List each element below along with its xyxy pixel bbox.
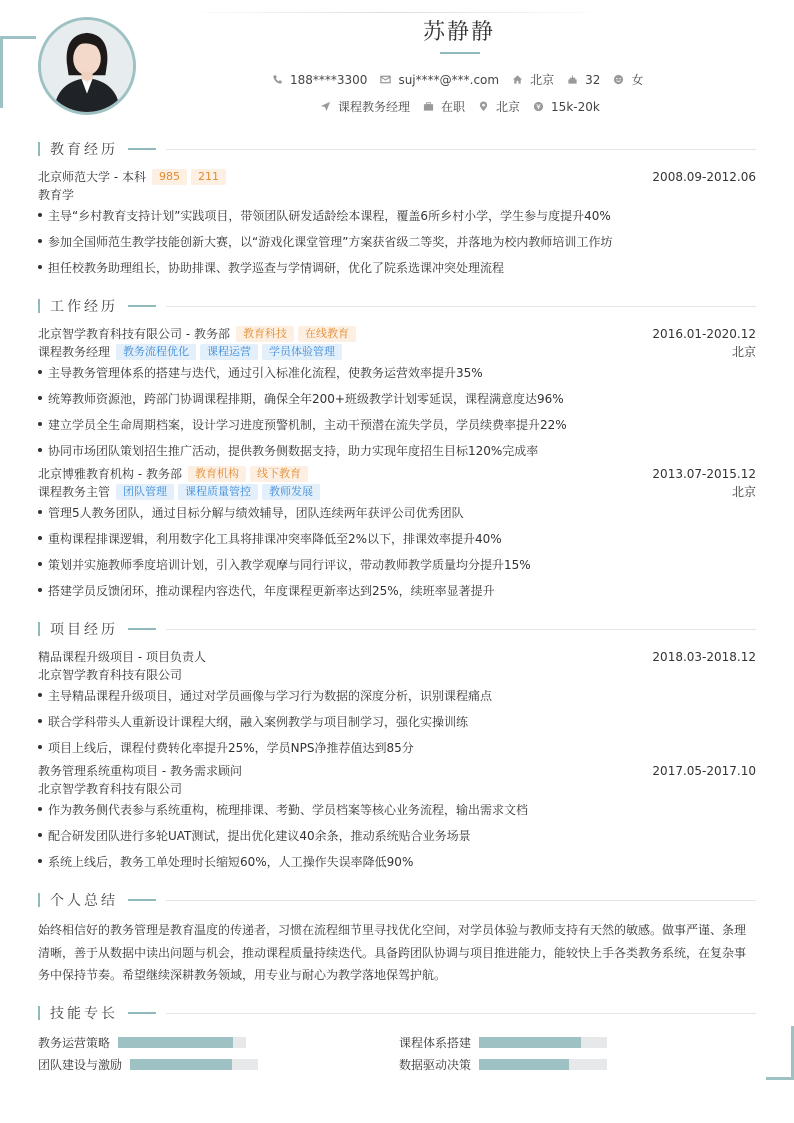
- role-tag: 教师发展: [262, 484, 320, 500]
- gender-item: [613, 71, 643, 88]
- role-tag: 学员体验管理: [262, 344, 342, 360]
- work-bullet: 主导教务管理体系的搭建与迭代，通过引入标准化流程，使教务运营效率提升35%: [38, 364, 756, 381]
- salary-item: [533, 100, 600, 114]
- project-bullet: 系统上线后，教务工单处理时长缩短60%，人工操作失误率降低90%: [38, 853, 756, 870]
- school-tag: 211: [191, 169, 226, 185]
- role-tag: 课程运营: [200, 344, 258, 360]
- skill-name: 数据驱动决策: [399, 1058, 472, 1072]
- corner-decoration-top-left: [0, 36, 36, 108]
- projects-section-header: [38, 619, 756, 639]
- role-tag: 课程质量管控: [178, 484, 258, 500]
- project-bullet: 主导精品课程升级项目，通过对学员画像与学习行为数据的深度分析，识别课程痛点: [38, 687, 756, 704]
- section-title: 教育经历: [50, 142, 118, 158]
- project-title-row: [38, 648, 756, 665]
- skill-bar: [130, 1059, 258, 1070]
- project-bullet: 项目上线后，课程付费转化率提升25%，学员NPS净推荐值达到85分: [38, 739, 756, 756]
- skill-name: 团队建设与激励: [38, 1058, 123, 1072]
- skills-section-header: [38, 1003, 756, 1023]
- skill-bar-fill: [118, 1037, 233, 1048]
- job-intent-row: [320, 98, 613, 115]
- contact-info-row: [272, 71, 656, 88]
- project-period: 2017.05-2017.10: [652, 763, 756, 778]
- education-bullet: 参加全国师范生教学技能创新大赛，以“游戏化课堂管理”方案获省级二等奖，并落地为校内教师培训工作坊: [38, 233, 756, 250]
- education-period: 2008.09-2012.06: [652, 169, 756, 184]
- corner-decoration-bottom-right: [766, 1026, 794, 1080]
- smiley-icon: [613, 74, 624, 85]
- skill-bar-fill: [479, 1059, 569, 1070]
- section-title: 个人总结: [50, 893, 118, 909]
- project-company-row: [38, 666, 756, 683]
- cake-icon: [567, 74, 578, 85]
- top-divider: [180, 12, 610, 13]
- role-tag: 团队管理: [116, 484, 174, 500]
- target-city-item: [478, 98, 520, 115]
- salary-value: 15k-20k: [551, 99, 600, 114]
- phone-icon: [272, 74, 283, 85]
- city-item: [512, 71, 554, 88]
- work-bullet: 建立学员全生命周期档案，设计学习进度预警机制，主动干预潜在流失学员，学员续费率提升22%: [38, 416, 756, 433]
- role-tag: 教务流程优化: [116, 344, 196, 360]
- name-underline: [440, 52, 480, 54]
- project-period: 2018.03-2018.12: [652, 649, 756, 664]
- target-city-value: 北京: [496, 100, 521, 114]
- project-bullet: 配合研发团队进行多轮UAT测试，提出优化建议40余条，推动系统贴合业务场景: [38, 827, 756, 844]
- age-item: [567, 73, 600, 87]
- work-bullet: 重构课程排课逻辑，利用数字化工具将排课冲突率降低至2%以下，排课效率提升40%: [38, 530, 756, 547]
- section-title: 技能专长: [50, 1006, 118, 1022]
- gender-value: 女: [631, 73, 644, 87]
- major: 教育学: [38, 188, 75, 202]
- phone-item: [272, 73, 367, 87]
- work-bullet: 统筹教师资源池，跨部门协调课程排期，确保全年200+班级教学计划零延误，课程满意度达96%: [38, 390, 756, 407]
- work-bullet: 管理5人教务团队，通过目标分解与绩效辅导，团队连续两年获评公司优秀团队: [38, 504, 756, 521]
- email-item: [380, 73, 499, 87]
- skill-name: 教务运营策略: [38, 1036, 111, 1050]
- school-tag: 985: [152, 169, 187, 185]
- project-title-row: [38, 762, 756, 779]
- education-bullet: 主导“乡村教育支持计划”实践项目，带领团队研发适龄绘本课程，覆盖6所乡村小学，学生参与度提升40%: [38, 207, 756, 224]
- work-role-row: [38, 343, 756, 360]
- status-value: 在职: [441, 100, 466, 114]
- education-section-header: [38, 139, 756, 159]
- target-job-item: [320, 98, 410, 115]
- skill-bar-fill: [130, 1059, 232, 1070]
- work-bullet: 协同市场团队策划招生推广活动，提供教务侧数据支持，助力实现年度招生目标120%完成率: [38, 442, 756, 459]
- email-address: suj****@***.com: [398, 72, 500, 87]
- work-bullet: 策划并实施教师季度培训计划，引入教学观摩与同行评议，带动教师教学质量均分提升15%: [38, 556, 756, 573]
- age-value: 32: [585, 72, 601, 87]
- project-title: 教务管理系统重构项目 - 教务需求顾问: [38, 764, 242, 778]
- city-value: 北京: [530, 73, 555, 87]
- company-name: 北京博雅教育机构 - 教务部: [38, 467, 182, 481]
- project-title: 精品课程升级项目 - 项目负责人: [38, 650, 206, 664]
- company-tag: 线下教育: [250, 466, 308, 482]
- status-item: [423, 98, 465, 115]
- role-title: 课程教务主管: [38, 485, 111, 499]
- role-title: 课程教务经理: [38, 345, 111, 359]
- education-major-row: [38, 186, 756, 203]
- work-period: 2016.01-2020.12: [652, 326, 756, 341]
- project-company: 北京智学教育科技有限公司: [38, 782, 183, 796]
- target-job-value: 课程教务经理: [338, 100, 411, 114]
- money-icon: [533, 101, 544, 112]
- candidate-name: 苏静静: [422, 20, 495, 45]
- work-role-row: [38, 483, 756, 500]
- project-company-row: [38, 780, 756, 797]
- company-tag: 在线教育: [298, 326, 356, 342]
- work-period: 2013.07-2015.12: [652, 466, 756, 481]
- section-title: 项目经历: [50, 622, 118, 638]
- skill-item: [38, 1034, 246, 1051]
- skill-item: [38, 1056, 258, 1073]
- mail-icon: [380, 74, 391, 85]
- company-name: 北京智学教育科技有限公司 - 教务部: [38, 327, 230, 341]
- work-company-row: [38, 325, 756, 342]
- education-header-row: [38, 168, 756, 185]
- project-company: 北京智学教育科技有限公司: [38, 668, 183, 682]
- skill-item: [399, 1034, 607, 1051]
- work-city: 北京: [731, 485, 756, 499]
- skill-bar-fill: [479, 1037, 581, 1048]
- company-tag: 教育机构: [188, 466, 246, 482]
- company-tag: 教育科技: [236, 326, 294, 342]
- work-section-header: [38, 296, 756, 316]
- work-company-row: [38, 465, 756, 482]
- section-title: 工作经历: [50, 299, 118, 315]
- skill-bar: [479, 1059, 607, 1070]
- briefcase-icon: [423, 101, 434, 112]
- project-bullet: 作为教务侧代表参与系统重构，梳理排课、考勤、学员档案等核心业务流程，输出需求文档: [38, 801, 756, 818]
- project-bullet: 联合学科带头人重新设计课程大纲，融入案例教学与项目制学习，强化实操训练: [38, 713, 756, 730]
- phone-number: 188****3300: [290, 72, 368, 87]
- skill-bar: [118, 1037, 246, 1048]
- location-pin-icon: [478, 101, 489, 112]
- home-icon: [512, 74, 523, 85]
- send-icon: [320, 101, 331, 112]
- school-name: 北京师范大学 - 本科: [38, 170, 146, 184]
- skill-item: [399, 1056, 607, 1073]
- work-bullet: 搭建学员反馈闭环，推动课程内容迭代，年度课程更新率达到25%，续班率显著提升: [38, 582, 756, 599]
- skill-name: 课程体系搭建: [399, 1036, 472, 1050]
- summary-text: 始终相信好的教务管理是教育温度的传递者，习惯在流程细节里寻找优化空间，对学员体验与教师支持有天然的敏感。做事严谨、条理清晰，善于从数据中读出问题与机会，推动课程质量持续迭代。具备跨团队协调与项目推进能力，能较快上手各类教务系统，在复杂事务中保持节奏。希望继续深耕教务领域，用专业与耐心为教学落地保驾护航。: [38, 923, 747, 982]
- education-bullet: 担任校教务助理组长，协助排课、教学巡查与学情调研，优化了院系选课冲突处理流程: [38, 259, 756, 276]
- skill-bar: [479, 1037, 607, 1048]
- work-city: 北京: [731, 345, 756, 359]
- summary-section-header: [38, 890, 756, 910]
